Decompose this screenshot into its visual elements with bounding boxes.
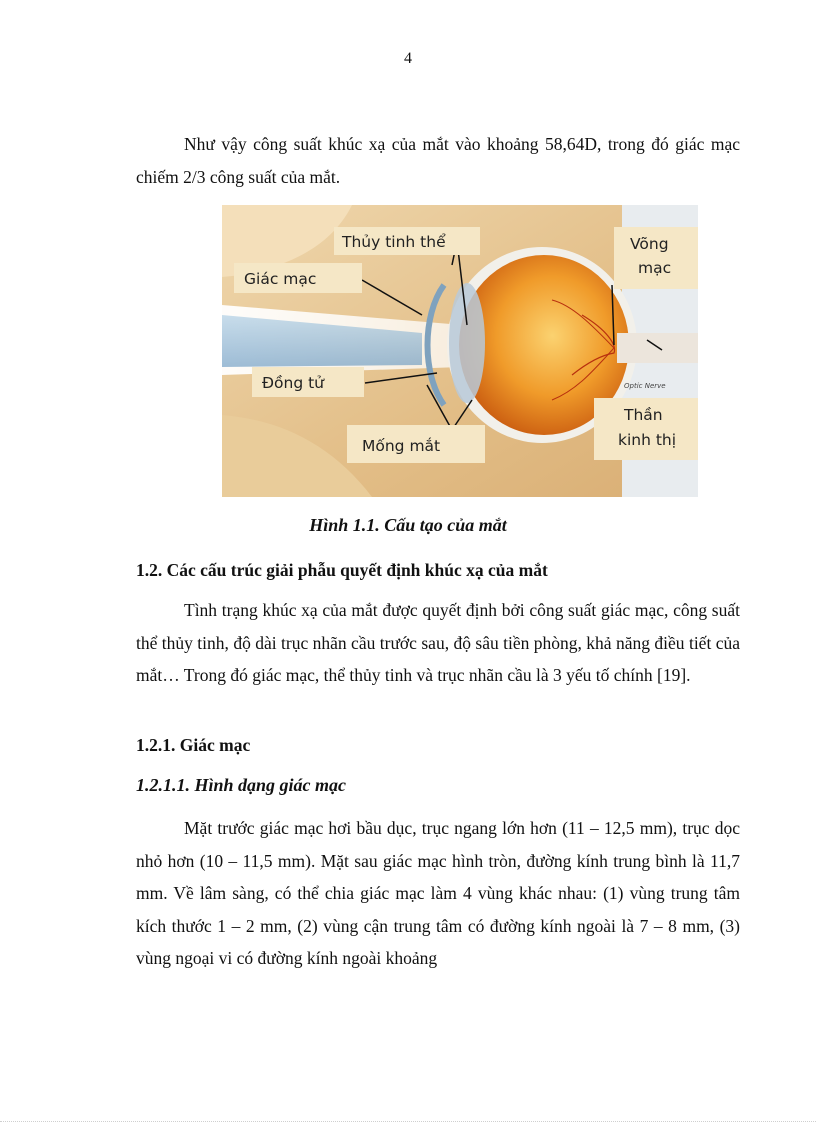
lens-shape: [449, 283, 485, 403]
label-nerve-1: Thần: [624, 406, 663, 424]
section-heading-1-2-1-1: 1.2.1.1. Hình dạng giác mạc: [136, 775, 347, 795]
label-retina-1: Võng: [630, 235, 669, 253]
label-lens: Thủy tinh thể: [342, 233, 446, 251]
label-retina-2: mạc: [638, 259, 672, 277]
intro-paragraph: Như vậy công suất khúc xạ của mắt vào khoảng 58,64D, trong đó giác mạc chiếm 2/3 công suất của mắt.: [136, 134, 740, 187]
page-number: 4: [404, 50, 412, 67]
page-bottom-divider: [0, 1121, 816, 1122]
label-cornea: Giác mạc: [244, 270, 317, 288]
figure-caption: Hình 1.1. Cấu tạo của mắt: [309, 515, 507, 535]
eye-anatomy-figure: [222, 205, 698, 497]
section-heading-1-2: 1.2. Các cấu trúc giải phẫu quyết định khúc xạ của mắt: [136, 560, 548, 580]
section-heading-1-2-1: 1.2.1. Giác mạc: [136, 735, 251, 755]
label-optic-nerve-small: Optic Nerve: [624, 382, 666, 390]
optic-nerve-shape: [617, 333, 698, 363]
section-1-2-paragraph: Tình trạng khúc xạ của mắt được quyết định bởi công suất giác mạc, công suất thể thủy tinh, độ dài trục nhãn cầu trước sau, độ sâu tiền phòng, khả năng điều tiết của mắt… Trong đó giác mạc, thể thủy tinh và trục nhãn cầu là 3 yếu tố chính [19].: [136, 600, 740, 685]
label-iris: Mống mắt: [362, 437, 441, 455]
label-pupil: Đồng tử: [262, 374, 324, 392]
label-nerve-2: kinh thị: [618, 431, 677, 449]
eye-illustration: [222, 205, 698, 497]
section-1-2-1-1-paragraph: Mặt trước giác mạc hơi bầu dục, trục ngang lớn hơn (11 – 12,5 mm), trục dọc nhỏ hơn (10 – 11,5 mm). Mặt sau giác mạc hình tròn, đường kính trung bình là 11,7 mm. Về lâm sàng, có thể chia giác mạc làm 4 vùng khác nhau: (1) vùng trung tâm kích thước 1 – 2 mm, (2) vùng cận trung tâm có đường kính ngoài là 7 – 8 mm, (3) vùng ngoại vi có đường kính ngoài khoảng: [136, 818, 740, 968]
